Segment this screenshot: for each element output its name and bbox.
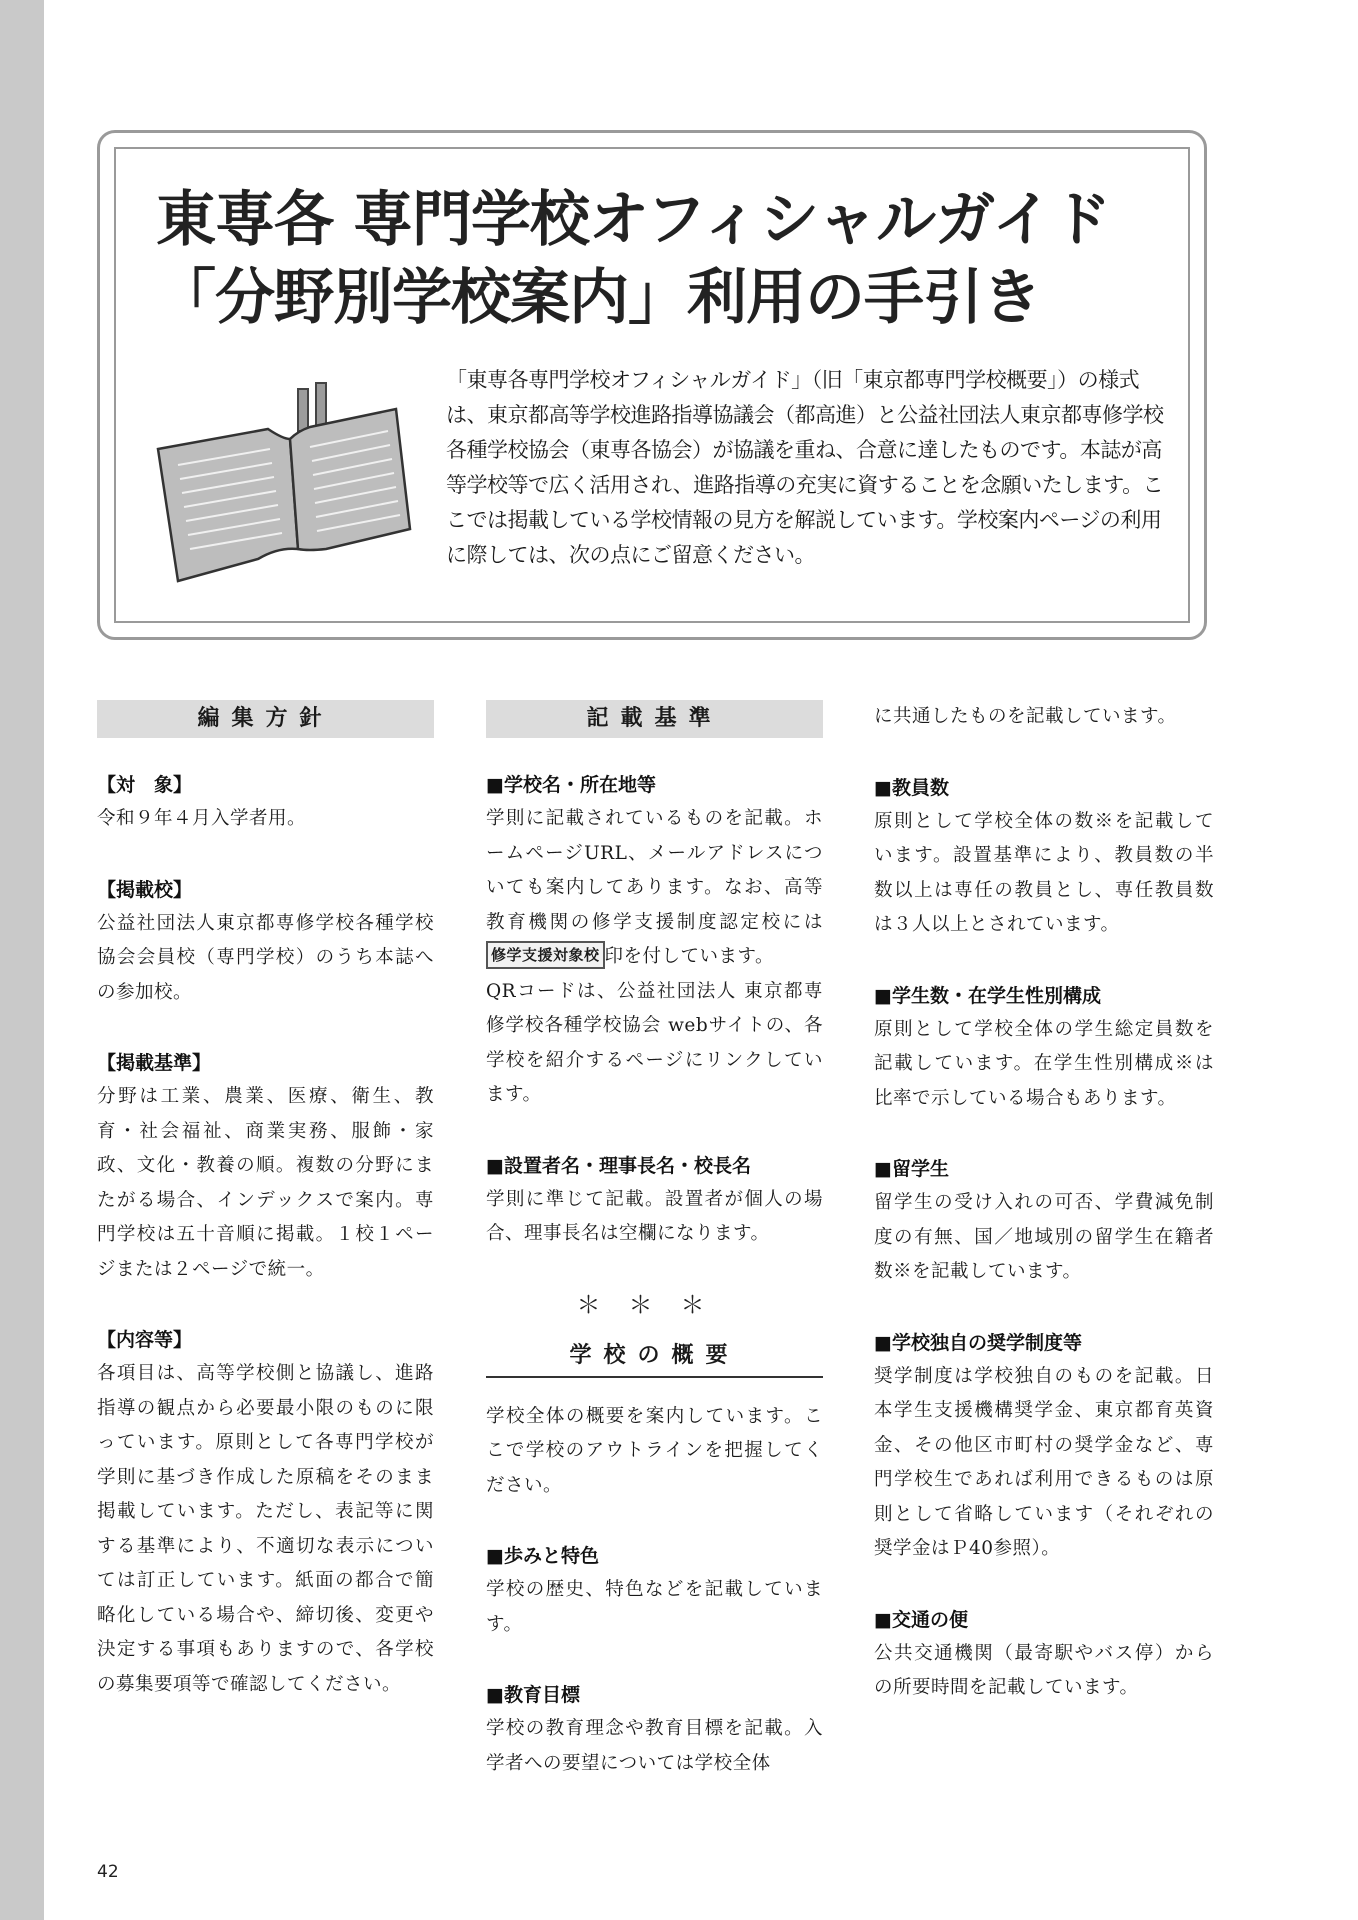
text-contents: 各項目は、高等学校側と協議し、進路指導の観点から必要最小限のものに限っています。原則として各専門学校が学則に基づき作成した原稿をそのまま掲載しています。ただし、表記等に関する基準により、不適切な表示については訂正しています。紙面の都合で簡略化している場合や、締切後、変更や決定する事項もありますので、各学校の募集要項等で確認してください。 <box>97 1363 434 1695</box>
text-faculty-count: 原則として学校全体の数※を記載しています。設置基準により、教員数の半数以上は専任の教員とし、専任教員数は３人以上とされています。 <box>874 810 1214 935</box>
heading-history-features: ■歩みと特色 <box>486 1545 599 1567</box>
side-strip <box>0 0 44 1920</box>
text-international-students: 留学生の受け入れの可否、学費減免制度の有無、国／地域別の留学生在籍者数※を記載しています。 <box>874 1192 1214 1282</box>
text-school-name-part-b: 印を付しています。 <box>604 946 775 967</box>
header-box <box>97 130 1207 640</box>
text-target: 令和９年４月入学者用。 <box>97 808 307 829</box>
heading-scholarships: ■学校独自の奨学制度等 <box>874 1331 1082 1354</box>
heading-school-name-address: ■学校名・所在地等 <box>486 774 656 796</box>
text-continuation: に共通したものを記載しています。 <box>874 706 1177 727</box>
title-line-2: 「分野別学校案内」利用の手引き <box>156 263 1041 333</box>
header-inner-frame <box>114 147 1190 623</box>
title-line-1: 東専各 専門学校オフィシャルガイド <box>156 185 1111 255</box>
heading-target: 【対 象】 <box>97 774 193 796</box>
column-editorial-policy <box>97 700 434 1702</box>
heading-listing-criteria: 【掲載基準】 <box>97 1052 212 1074</box>
heading-international-students: ■留学生 <box>874 1158 949 1180</box>
text-educational-goals: 学校の教育理念や教育目標を記載。入学者への要望については学校全体 <box>486 1718 823 1774</box>
text-transportation: 公共交通機関（最寄駅やバス停）からの所要時間を記載しています。 <box>874 1642 1214 1698</box>
text-student-count: 原則として学校全体の学生総定員数を記載しています。在学生性別構成※は比率で示している場合もあります。 <box>874 1018 1214 1109</box>
text-listing-criteria: 分野は工業、農業、医療、衛生、教育・社会福祉、商業実務、服飾・家政、文化・教養の順。複数の分野にまたがる場合、インデックスで案内。専門学校は五十音順に掲載。１校１ページまたは２ページで統一。 <box>97 1086 434 1280</box>
text-scholarships: 奨学制度は学校独自のものを記載。日本学生支援機構奨学金、東京都育英資金、その他区市町村の奨学金など、専門学校生であれば利用できるものは原則として省略しています（それぞれの奨学金はＰ40参照）。 <box>874 1365 1214 1559</box>
text-history-features: 学校の歴史、特色などを記載しています。 <box>486 1579 823 1635</box>
section-band-editorial-policy: 編集方針 <box>97 700 434 738</box>
heading-transportation: ■交通の便 <box>874 1608 968 1631</box>
text-school-name-address <box>486 802 823 975</box>
divider-stars: ＊＊＊ <box>576 1290 733 1319</box>
text-school-name-part-a: 学則に記載されているものを記載。ホームページURL、メールアドレスについても案内してあります。なお、高等教育機関の修学支援制度認定校には <box>486 808 823 933</box>
text-overview: 学校全体の概要を案内しています。ここで学校のアウトラインを把握してください。 <box>486 1405 823 1496</box>
text-founder-names: 学則に準じて記載。設置者が個人の場合、理事長名は空欄になります。 <box>486 1188 823 1244</box>
section-band-listing-standards: 記載基準 <box>486 700 823 738</box>
heading-faculty-count: ■教員数 <box>874 776 949 799</box>
heading-listed-schools: 【掲載校】 <box>97 878 193 901</box>
overview-title: 学校の概要 <box>486 1336 823 1378</box>
page-title <box>156 181 1110 337</box>
heading-founder-names: ■設置者名・理事長名・校長名 <box>486 1154 751 1177</box>
page-number: 42 <box>97 1862 119 1882</box>
text-qr-code: QRコードは、公益社団法人 東京都専修学校各種学校協会 webサイトの、各学校を紹介するページにリンクしています。 <box>486 980 823 1105</box>
column-continued <box>874 700 1214 1706</box>
column-listing-standards <box>486 700 823 1781</box>
heading-student-count: ■学生数・在学生性別構成 <box>874 984 1101 1007</box>
heading-educational-goals: ■教育目標 <box>486 1684 580 1706</box>
heading-contents: 【内容等】 <box>97 1329 193 1351</box>
intro-text: 「東専各専門学校オフィシャルガイド」（旧「東京都専門学校概要」）の様式は、東京都高等学校進路指導協議会（都高進）と公益社団法人東京都専修学校各種学校協会（東専各協会）が協議を重ね、合意に達したものです。本誌が高等学校等で広く活用され、進路指導の充実に資することを念願いたします。ここでは掲載している学校情報の見方を解説しています。学校案内ページの利用に際しては、次の点にご留意ください。 <box>446 368 1164 567</box>
open-book-illustration <box>148 369 418 589</box>
support-eligible-badge: 修学支援対象校 <box>486 941 605 969</box>
text-listed-schools: 公益社団法人東京都専修学校各種学校協会会員校（専門学校）のうち本誌への参加校。 <box>97 912 434 1003</box>
